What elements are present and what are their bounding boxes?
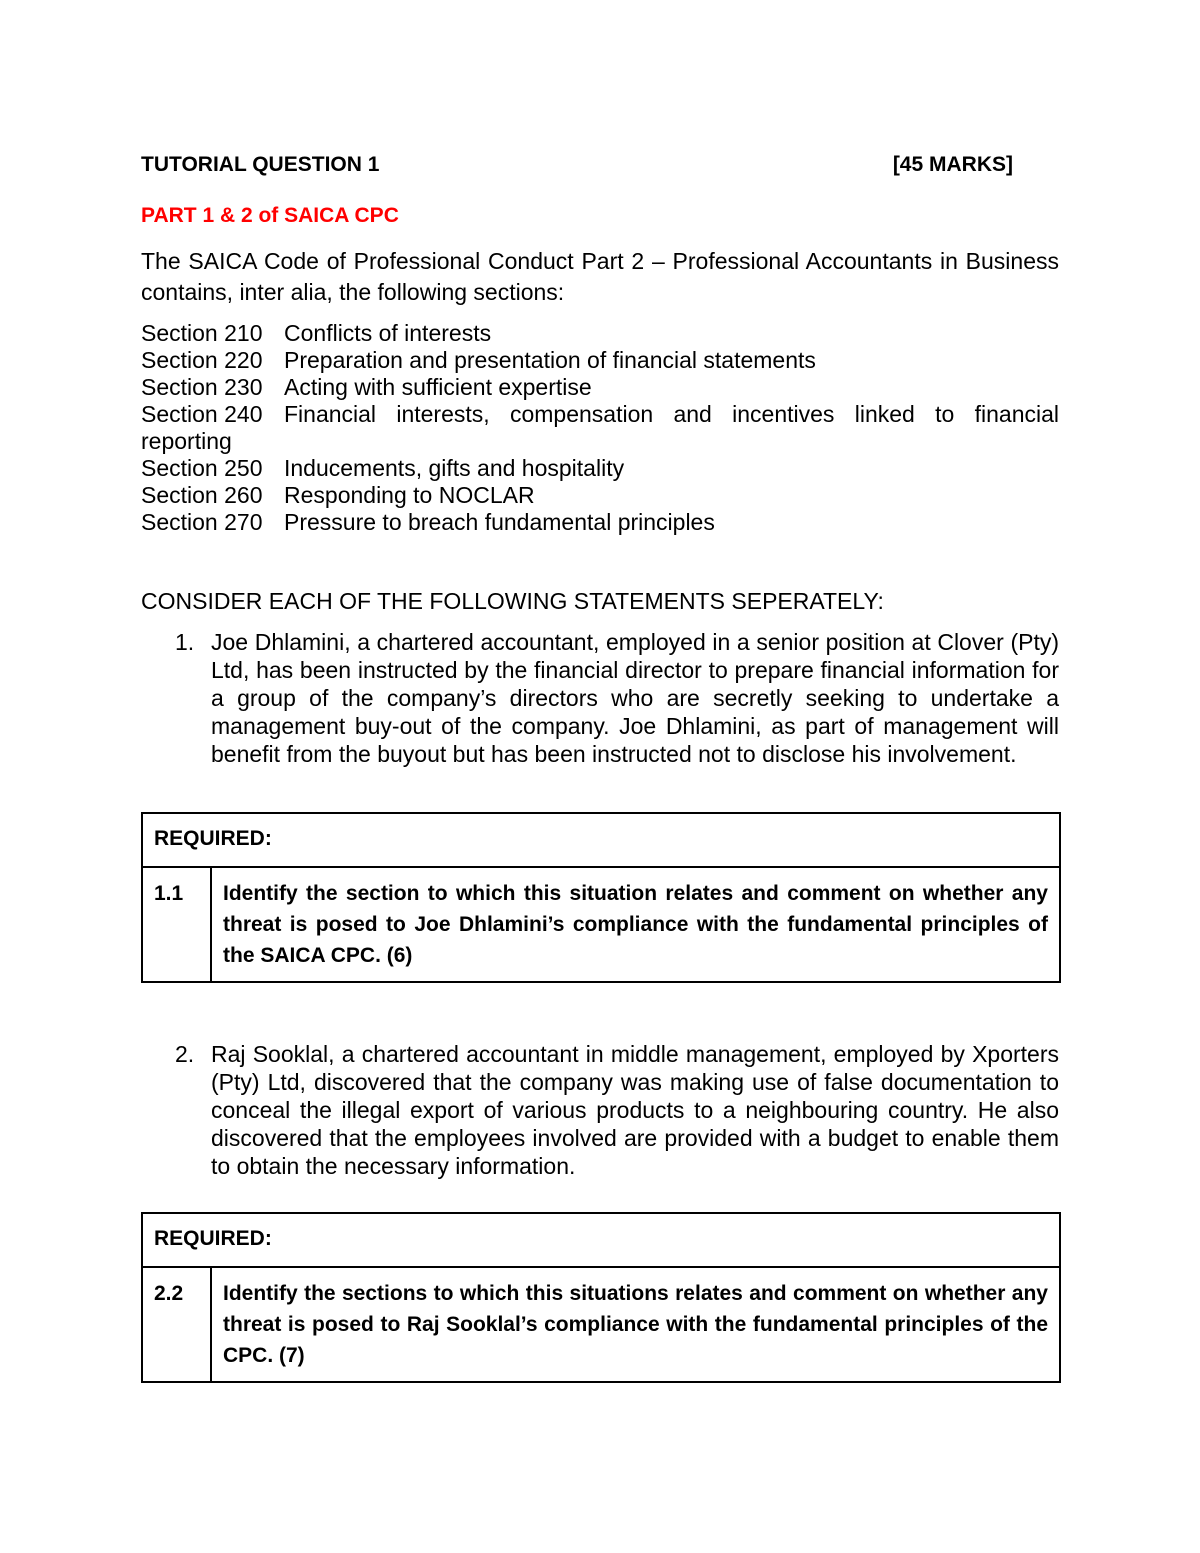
statement-item [141,628,1059,768]
required-table [141,1212,1061,1383]
section-item [141,401,1059,428]
required-table [141,812,1061,983]
statement-text: Joe Dhlamini, a chartered accountant, employed in a senior position at Clover (Pty) Ltd, has been instructed by the financial director to prepare financial information for a group of the company’s directors who are secretly seeking to undertake a management buy-out of the company. Joe Dhlamini, as part of management will benefit from the buyout but has been instructed not to disclose his involvement. [211,629,1059,767]
question-marks: [45 MARKS] [892,153,1013,176]
section-title: Preparation and presentation of financial statements [284,347,816,373]
part-title: PART 1 & 2 of SAICA CPC [141,204,399,227]
required-number: 2.2 [143,1268,212,1381]
section-number: Section 240 [141,401,263,427]
section-title-continuation: reporting [141,428,232,454]
intro-paragraph: The SAICA Code of Professional Conduct Part 2 – Professional Accountants in Business contains, inter alia, the following sections: [141,248,1059,305]
statement-number: 2. [175,1041,195,1067]
required-row [143,868,1059,981]
section-list [141,320,1059,536]
required-text: Identify the section to which this situation relates and comment on whether any threat is posed to Joe Dhlamini’s compliance with the fundamental principles of the SAICA CPC. (6) [223,882,1048,967]
section-title: Inducements, gifts and hospitality [284,455,625,481]
required-label: REQUIRED: [143,814,1059,868]
section-title: Responding to NOCLAR [284,482,535,508]
statement-item [141,1040,1059,1180]
instruction-heading: CONSIDER EACH OF THE FOLLOWING STATEMENTS SEPERATELY: [141,588,884,614]
section-item [141,347,1059,374]
section-item [141,509,1059,536]
statement-text: Raj Sooklal, a chartered accountant in middle management, employed by Xporters (Pty) Ltd, discovered that the company was making use of false documentation to conceal the illegal export of various products to a neighbouring country. He also discovered that the employees involved are provided with a budget to enable them to obtain the necessary information. [211,1041,1059,1179]
required-label: REQUIRED: [143,1214,1059,1268]
section-number: Section 220 [141,347,263,373]
section-number: Section 210 [141,320,263,346]
statement-number: 1. [175,629,195,655]
section-number: Section 260 [141,482,263,508]
section-item [141,320,1059,347]
section-title: Acting with sufficient expertise [284,374,592,400]
section-number: Section 270 [141,509,263,535]
section-number: Section 230 [141,374,263,400]
section-title: Financial interests, compensation and incentives linked to financial [284,401,1059,427]
question-heading [141,153,1059,177]
section-item [141,482,1059,509]
section-item [141,374,1059,401]
question-title: TUTORIAL QUESTION 1 [141,153,380,176]
required-number: 1.1 [143,868,212,981]
section-title: Pressure to breach fundamental principles [284,509,715,535]
section-title: Conflicts of interests [284,320,492,346]
required-row [143,1268,1059,1381]
section-item [141,455,1059,482]
required-text: Identify the sections to which this situations relates and comment on whether any threat is posed to Raj Sooklal’s compliance with the fundamental principles of the CPC. (7) [223,1282,1048,1367]
section-number: Section 250 [141,455,263,481]
